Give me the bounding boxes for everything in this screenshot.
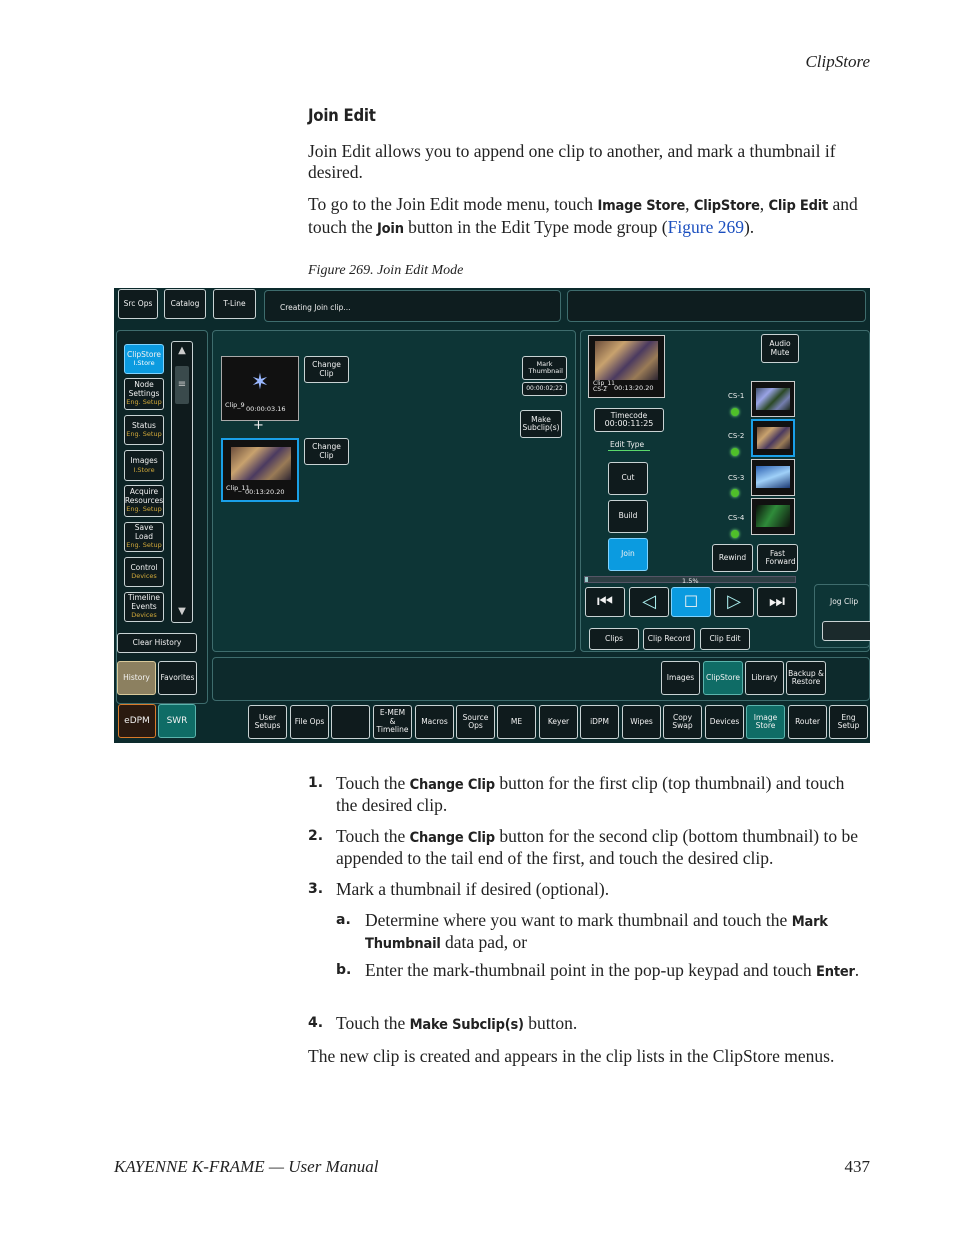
step-item: [308, 960, 870, 982]
edit-type-join[interactable]: Join: [608, 538, 648, 571]
edit-type-cut[interactable]: Cut: [608, 462, 648, 495]
clip1-thumbnail[interactable]: [221, 356, 299, 421]
nav-clipstore[interactable]: ClipStore I.Store: [124, 344, 164, 374]
step-item: [308, 1013, 870, 1035]
tab-clips[interactable]: Clips: [589, 628, 639, 650]
tab-images[interactable]: Images: [661, 661, 700, 695]
clip2-timecode: 00:13:20.20: [245, 488, 285, 496]
intro-paragraph: Join Edit allows you to append one clip to another, and mark a thumbnail if desired.: [308, 141, 836, 182]
bottom-button-macros[interactable]: Macros: [415, 705, 454, 739]
tab-clipstore[interactable]: ClipStore: [703, 661, 743, 695]
bottom-button-keyer[interactable]: Keyer: [539, 705, 578, 739]
jog-clip-field[interactable]: [822, 621, 870, 641]
mark-thumbnail-button[interactable]: Mark Thumbnail: [522, 356, 567, 380]
status-bar-right: [567, 290, 866, 322]
nav-timeline-events[interactable]: Timeline Events Devices: [124, 592, 164, 622]
mark-thumbnail-value[interactable]: 00:00:02;22: [522, 382, 567, 396]
audio-mute-button[interactable]: Audio Mute: [761, 334, 799, 363]
channel-cs3-led: [731, 489, 739, 497]
step-text: Touch the Change Clip button for the first clip (top thumbnail) and touch the desired clip.: [336, 773, 845, 815]
footer-title: KAYENNE K-FRAME — User Manual: [114, 1157, 379, 1176]
step-text: Touch the Make Subclip(s) button.: [336, 1013, 578, 1033]
go-to-end-icon: ⏭: [768, 590, 786, 612]
step-item: [308, 879, 870, 899]
channel-cs2-thumb[interactable]: [751, 419, 795, 457]
tab-clip-edit[interactable]: Clip Edit: [700, 628, 750, 650]
go-to-end-button[interactable]: [757, 587, 797, 617]
stop-icon: ☐: [683, 591, 699, 611]
running-head: ClipStore: [805, 52, 870, 71]
channel-cs1-led: [731, 408, 739, 416]
nav-node-settings[interactable]: Node Settings Eng. Setup: [124, 378, 164, 410]
swr-button[interactable]: SWR: [158, 704, 196, 738]
bottom-button-image-store[interactable]: Image Store: [746, 705, 785, 739]
keyword-image-store: Image Store: [597, 198, 686, 214]
bottom-button-e-mem-timeline[interactable]: E-MEM & Timeline: [373, 705, 412, 739]
bottom-button-eng-setup[interactable]: Eng Setup: [829, 705, 868, 739]
clip2-name: Clip_11: [226, 484, 250, 492]
channel-cs2-label: CS-2: [728, 432, 745, 440]
edit-type-build[interactable]: Build: [608, 500, 648, 533]
channel-cs3-thumb[interactable]: [751, 459, 795, 496]
play-icon: ▷: [727, 590, 741, 612]
goto-paragraph: To go to the Join Edit mode menu, touch Image Store, ClipStore, Clip Edit and touch the Join button in the Edit Type mode group (Figure 269).: [308, 194, 858, 237]
tab-t-line[interactable]: T-Line: [213, 289, 256, 319]
edit-type-label: Edit Type: [610, 440, 645, 449]
nav-control[interactable]: Control Devices: [124, 557, 164, 587]
fast-forward-button[interactable]: Fast Forward: [757, 544, 798, 572]
step-text: Enter the mark-thumbnail point in the pop-up keypad and touch Enter.: [365, 960, 860, 980]
stop-button[interactable]: [671, 587, 711, 617]
page-number: 437: [844, 1157, 870, 1176]
channel-cs2-led: [731, 448, 739, 456]
bottom-button-devices[interactable]: Devices: [705, 705, 744, 739]
clip2-thumbnail[interactable]: [221, 438, 299, 502]
bottom-button-user-setups[interactable]: User Setups: [248, 705, 287, 739]
step-text: Mark a thumbnail if desired (optional).: [336, 879, 610, 899]
tab-catalog[interactable]: Catalog: [164, 289, 206, 319]
channel-cs4-thumb[interactable]: [751, 498, 795, 535]
keyword-join: Join: [377, 221, 404, 237]
nav-status[interactable]: Status Eng. Setup: [124, 415, 164, 445]
step-text: Determine where you want to mark thumbnail and touch the Mark Thumbnail data pad, or: [365, 910, 828, 952]
figure-link[interactable]: Figure 269: [667, 217, 744, 237]
channel-cs4-led: [731, 530, 739, 538]
rewind-button[interactable]: Rewind: [712, 544, 753, 572]
edit-type-bracket: [608, 450, 650, 453]
change-clip-1-button[interactable]: Change Clip: [304, 356, 349, 383]
channel-cs4-label: CS-4: [728, 514, 745, 522]
step-number: 3.: [308, 881, 324, 897]
clip1-timecode: 00:00:03.16: [246, 405, 286, 413]
progress-fill: [585, 577, 588, 582]
bottom-button-source-ops[interactable]: Source Ops: [456, 705, 495, 739]
bottom-button-blank[interactable]: [331, 705, 370, 739]
step-item: [308, 910, 870, 954]
status-bar: [264, 290, 561, 322]
timecode-display[interactable]: Timecode 00:00:11:25: [594, 408, 664, 432]
channel-cs1-thumb[interactable]: [751, 381, 795, 417]
go-to-start-button[interactable]: [585, 587, 625, 617]
clip1-name: Clip_9: [225, 401, 245, 409]
tab-library[interactable]: Library: [745, 661, 784, 695]
bottom-button-file-ops[interactable]: File Ops: [290, 705, 329, 739]
clip2-image: [231, 447, 291, 480]
channel-cs3-label: CS-3: [728, 474, 745, 482]
step-keyword: Change Clip: [409, 830, 495, 846]
section-title: Join Edit: [308, 106, 376, 126]
step-item: [308, 773, 870, 815]
bottom-button-wipes[interactable]: Wipes: [622, 705, 661, 739]
keyword-clipstore: ClipStore: [693, 198, 760, 214]
step-item: [308, 826, 870, 868]
figure-caption: Figure 269. Join Edit Mode: [308, 263, 464, 278]
favorites-tab[interactable]: Favorites: [158, 661, 197, 695]
preview-thumbnail: [588, 335, 665, 398]
join-plus-icon: +: [253, 418, 264, 433]
progress-label: 1.5%: [682, 577, 699, 585]
step-keyword: Change Clip: [409, 777, 495, 793]
reverse-play-icon: ◁: [642, 590, 656, 612]
clear-history-button[interactable]: Clear History: [117, 633, 197, 653]
change-clip-2-button[interactable]: Change Clip: [304, 438, 349, 465]
bottom-button-copy-swap[interactable]: Copy Swap: [663, 705, 702, 739]
tab-src-ops[interactable]: Src Ops: [118, 289, 158, 319]
step-keyword: Make Subclip(s): [409, 1017, 524, 1033]
bottom-button-idpm[interactable]: iDPM: [580, 705, 619, 739]
star-icon: ✶: [228, 365, 292, 400]
play-button[interactable]: [714, 587, 754, 617]
step-number: 1.: [308, 775, 324, 791]
nav-images[interactable]: Images I.Store: [124, 450, 164, 481]
keyword-clip-edit: Clip Edit: [768, 198, 829, 214]
scroll-down-icon[interactable]: ▼: [178, 606, 186, 617]
scroll-up-icon[interactable]: ▲: [178, 345, 186, 356]
preview-timecode: 00:13:20.20: [614, 384, 654, 392]
tab-backup-restore[interactable]: Backup & Restore: [786, 661, 826, 695]
closing-paragraph: The new clip is created and appears in the clip lists in the ClipStore menus.: [308, 1046, 835, 1066]
jog-clip-label: Jog Clip: [830, 597, 859, 606]
reverse-play-button[interactable]: [629, 587, 669, 617]
edpm-button[interactable]: eDPM: [118, 704, 156, 738]
step-keyword: Mark Thumbnail: [365, 914, 828, 952]
step-number: a.: [336, 912, 351, 928]
history-scrollbar[interactable]: [171, 341, 193, 623]
preview-name: Clip_11 CS-2: [593, 380, 615, 393]
history-tab[interactable]: History: [117, 661, 156, 695]
nav-save-load[interactable]: Save Load Eng. Setup: [124, 522, 164, 552]
bottom-button-me[interactable]: ME: [497, 705, 536, 739]
step-number: 4.: [308, 1015, 324, 1031]
step-keyword: Enter: [816, 964, 855, 980]
nav-acquire-resources[interactable]: Acquire Resources Eng. Setup: [124, 485, 164, 517]
join-edit-screenshot: [114, 288, 870, 743]
go-to-start-icon: ⏮: [596, 590, 614, 612]
step-number: b.: [336, 962, 352, 978]
make-subclip-button[interactable]: Make Subclip(s): [520, 410, 562, 438]
scroll-thumb[interactable]: ≡: [175, 366, 189, 404]
step-text: Touch the Change Clip button for the second clip (bottom thumbnail) to be appended to the tail end of the first, and touch the desired clip.: [336, 826, 859, 868]
preview-image: [595, 341, 658, 380]
step-number: 2.: [308, 828, 324, 844]
bottom-button-router[interactable]: Router: [788, 705, 827, 739]
tab-clip-record[interactable]: Clip Record: [643, 628, 695, 650]
channel-cs1-label: CS-1: [728, 392, 745, 400]
status-message: Creating Join clip...: [280, 303, 351, 312]
